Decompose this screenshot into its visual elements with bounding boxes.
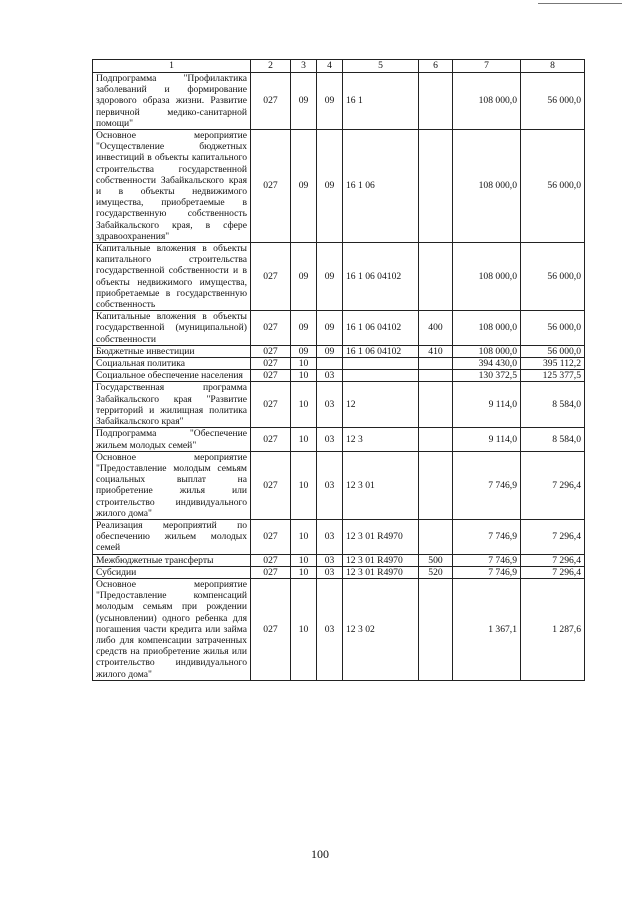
row-amount-col7: 108 000,0: [453, 130, 521, 243]
row-ministry: 027: [251, 130, 291, 243]
table-row: [93, 243, 585, 311]
row-subsection: 03: [317, 566, 343, 578]
row-expense-type: [419, 370, 453, 382]
row-section: 10: [291, 370, 317, 382]
row-subsection: 09: [317, 130, 343, 243]
row-target-article: 12 3: [343, 428, 419, 451]
table-row: [93, 130, 585, 243]
row-target-article: 12 3 01 R4970: [343, 566, 419, 578]
table-row: [93, 451, 585, 519]
row-expense-type: [419, 451, 453, 519]
row-target-article: 16 1 06 04102: [343, 311, 419, 346]
header-col-3: 3: [291, 60, 317, 73]
row-subsection: 03: [317, 370, 343, 382]
row-amount-col7: 7 746,9: [453, 554, 521, 566]
row-section: 09: [291, 130, 317, 243]
row-amount-col7: 9 114,0: [453, 382, 521, 428]
row-subsection: 09: [317, 73, 343, 130]
row-expense-type: [419, 382, 453, 428]
row-subsection: 09: [317, 345, 343, 357]
row-ministry: 027: [251, 451, 291, 519]
row-section: 09: [291, 243, 317, 311]
header-col-1: 1: [93, 60, 251, 73]
row-ministry: 027: [251, 243, 291, 311]
row-amount-col8: 56 000,0: [521, 345, 585, 357]
row-expense-type: [419, 73, 453, 130]
row-section: 10: [291, 428, 317, 451]
row-ministry: 027: [251, 382, 291, 428]
row-target-article: 12 3 01 R4970: [343, 519, 419, 554]
header-col-8: 8: [521, 60, 585, 73]
row-subsection: 03: [317, 519, 343, 554]
row-section: 10: [291, 382, 317, 428]
row-amount-col7: 9 114,0: [453, 428, 521, 451]
table-row: [93, 519, 585, 554]
row-amount-col8: 8 584,0: [521, 382, 585, 428]
row-name: Основное мероприятие "Предоставление молодым семьям социальных выплат на приобретение жилья или строительство индивидуального жилого дома": [93, 451, 251, 519]
row-section: 10: [291, 519, 317, 554]
row-expense-type: 410: [419, 345, 453, 357]
header-col-4: 4: [317, 60, 343, 73]
row-subsection: 03: [317, 554, 343, 566]
table-row: [93, 358, 585, 370]
row-amount-col7: 7 746,9: [453, 451, 521, 519]
table-row: [93, 370, 585, 382]
table-row: [93, 382, 585, 428]
row-name: Основное мероприятие "Осуществление бюджетных инвестиций в объекты капитального строительства государственной собственности Забайкальского края и в объекты недвижимого имущества, приобретаемые в государственную собственность Забайкальского края, в сфере здравоохранения": [93, 130, 251, 243]
row-ministry: 027: [251, 566, 291, 578]
row-amount-col8: 7 296,4: [521, 451, 585, 519]
row-target-article: 12 3 02: [343, 578, 419, 680]
row-subsection: 03: [317, 578, 343, 680]
row-name: Бюджетные инвестиции: [93, 345, 251, 357]
row-subsection: 03: [317, 451, 343, 519]
row-section: 09: [291, 73, 317, 130]
row-amount-col8: 56 000,0: [521, 311, 585, 346]
table-row: [93, 566, 585, 578]
row-ministry: 027: [251, 311, 291, 346]
row-section: 10: [291, 358, 317, 370]
row-target-article: 12: [343, 382, 419, 428]
table-row: [93, 554, 585, 566]
row-section: 09: [291, 345, 317, 357]
row-subsection: [317, 358, 343, 370]
row-amount-col7: 108 000,0: [453, 73, 521, 130]
budget-table: [92, 59, 585, 681]
table-row: [93, 578, 585, 680]
row-name: Реализация мероприятий по обеспечению жильем молодых семей: [93, 519, 251, 554]
header-col-6: 6: [419, 60, 453, 73]
row-target-article: 16 1 06: [343, 130, 419, 243]
row-expense-type: 400: [419, 311, 453, 346]
row-name: Капитальные вложения в объекты капитального строительства государственной собственности и в объекты недвижимого имущества, приобретаемые в государственную собственность: [93, 243, 251, 311]
row-subsection: 09: [317, 243, 343, 311]
row-name: Межбюджетные трансферты: [93, 554, 251, 566]
row-section: 10: [291, 554, 317, 566]
row-amount-col8: 56 000,0: [521, 130, 585, 243]
row-target-article: 12 3 01: [343, 451, 419, 519]
table-row: [93, 311, 585, 346]
row-amount-col8: 395 112,2: [521, 358, 585, 370]
row-name: Социальная политика: [93, 358, 251, 370]
row-expense-type: [419, 428, 453, 451]
row-amount-col7: 1 367,1: [453, 578, 521, 680]
row-name: Подпрограмма "Профилактика заболеваний и формирование здорового образа жизни. Развитие первичной медико-санитарной помощи": [93, 73, 251, 130]
row-amount-col7: 130 372,5: [453, 370, 521, 382]
row-name: Основное мероприятие "Предоставление компенсаций молодым семьям при рождении (усыновлении) одного ребенка для погашения части кредита или займа либо для компенсации затраченных средств на приобретение жилья или строительство индивидуального жилого дома": [93, 578, 251, 680]
row-amount-col7: 108 000,0: [453, 345, 521, 357]
row-amount-col8: 8 584,0: [521, 428, 585, 451]
row-section: 10: [291, 578, 317, 680]
row-subsection: 09: [317, 311, 343, 346]
row-target-article: 16 1 06 04102: [343, 243, 419, 311]
page-number: 100: [311, 847, 329, 861]
row-ministry: 027: [251, 428, 291, 451]
row-section: 09: [291, 311, 317, 346]
row-amount-col7: 108 000,0: [453, 311, 521, 346]
row-amount-col8: 7 296,4: [521, 519, 585, 554]
table-row: [93, 73, 585, 130]
row-subsection: 03: [317, 382, 343, 428]
row-amount-col8: 56 000,0: [521, 243, 585, 311]
row-amount-col7: 7 746,9: [453, 519, 521, 554]
row-expense-type: 500: [419, 554, 453, 566]
row-expense-type: [419, 243, 453, 311]
row-expense-type: 520: [419, 566, 453, 578]
row-amount-col7: 108 000,0: [453, 243, 521, 311]
row-target-article: 16 1 06 04102: [343, 345, 419, 357]
row-name: Государственная программа Забайкальского края "Развитие территорий и жилищная политика Забайкальского края": [93, 382, 251, 428]
row-target-article: 16 1: [343, 73, 419, 130]
table-row: [93, 428, 585, 451]
header-col-5: 5: [343, 60, 419, 73]
row-name: Социальное обеспечение населения: [93, 370, 251, 382]
row-expense-type: [419, 519, 453, 554]
row-amount-col8: 56 000,0: [521, 73, 585, 130]
header-row: [93, 60, 585, 73]
row-ministry: 027: [251, 519, 291, 554]
row-ministry: 027: [251, 358, 291, 370]
table-row: [93, 345, 585, 357]
row-ministry: 027: [251, 370, 291, 382]
row-expense-type: [419, 358, 453, 370]
row-name: Подпрограмма "Обеспечение жильем молодых семей": [93, 428, 251, 451]
row-amount-col8: 1 287,6: [521, 578, 585, 680]
row-ministry: 027: [251, 578, 291, 680]
row-amount-col8: 125 377,5: [521, 370, 585, 382]
header-col-7: 7: [453, 60, 521, 73]
row-amount-col8: 7 296,4: [521, 566, 585, 578]
row-expense-type: [419, 578, 453, 680]
row-ministry: 027: [251, 73, 291, 130]
row-subsection: 03: [317, 428, 343, 451]
row-ministry: 027: [251, 554, 291, 566]
row-section: 10: [291, 566, 317, 578]
row-name: Субсидии: [93, 566, 251, 578]
row-target-article: 12 3 01 R4970: [343, 554, 419, 566]
row-target-article: [343, 370, 419, 382]
row-target-article: [343, 358, 419, 370]
row-amount-col7: 7 746,9: [453, 566, 521, 578]
header-col-2: 2: [251, 60, 291, 73]
row-expense-type: [419, 130, 453, 243]
row-amount-col7: 394 430,0: [453, 358, 521, 370]
row-section: 10: [291, 451, 317, 519]
top-rule: [538, 3, 622, 4]
row-ministry: 027: [251, 345, 291, 357]
row-name: Капитальные вложения в объекты государственной (муниципальной) собственности: [93, 311, 251, 346]
row-amount-col8: 7 296,4: [521, 554, 585, 566]
